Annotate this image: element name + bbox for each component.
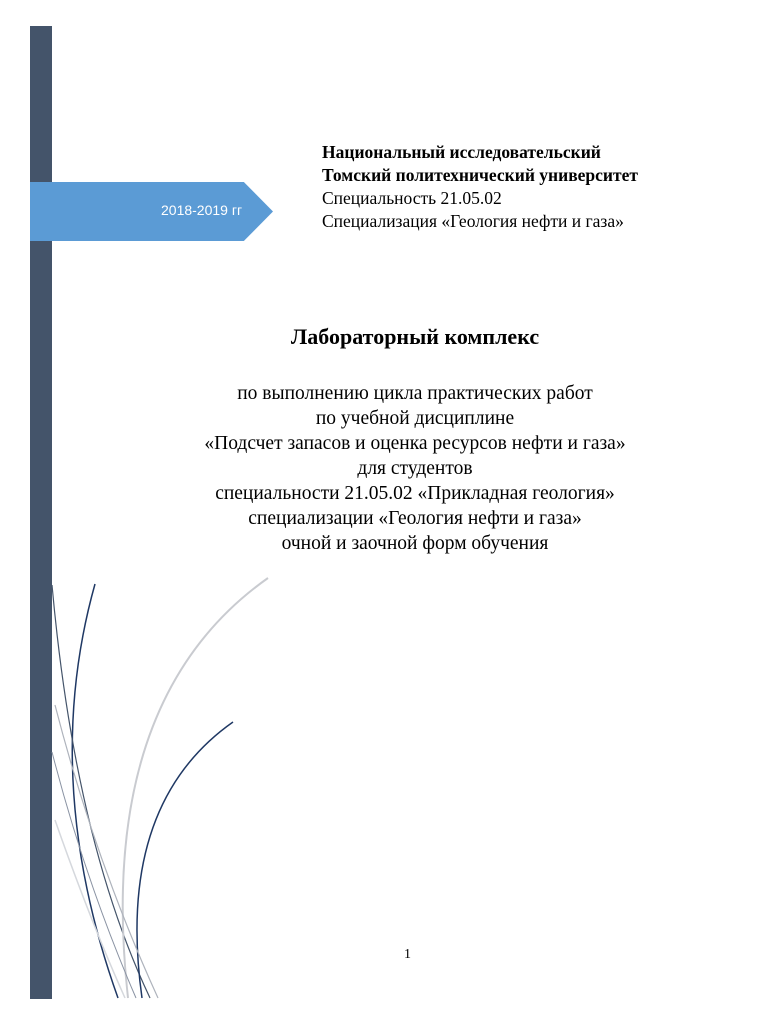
institution-line-2: Томский политехнический университет [322, 165, 638, 185]
year-label: 2018-2019 гг [161, 202, 243, 218]
description-line: по выполнению цикла практических работ [237, 383, 593, 404]
description-line: специальности 21.05.02 «Прикладная геология» [215, 483, 615, 504]
document-title: Лабораторный комплекс [290, 324, 540, 349]
description-line: очной и заочной форм обучения [281, 533, 549, 554]
description-line: специализации «Геология нефти и газа» [248, 508, 582, 529]
specialization-line: Специализация «Геология нефти и газа» [322, 211, 624, 231]
description-line: по учебной дисциплине [315, 408, 515, 429]
document-description [0, 381, 768, 556]
page-number: 1 [404, 947, 411, 962]
institution-line-1: Национальный исследовательский [322, 142, 601, 162]
description-line: «Подсчет запасов и оценка ресурсов нефти и газа» [204, 433, 626, 454]
specialty-line: Специальность 21.05.02 [322, 188, 502, 208]
institution-header [322, 141, 638, 233]
description-line: для студентов [357, 458, 473, 479]
